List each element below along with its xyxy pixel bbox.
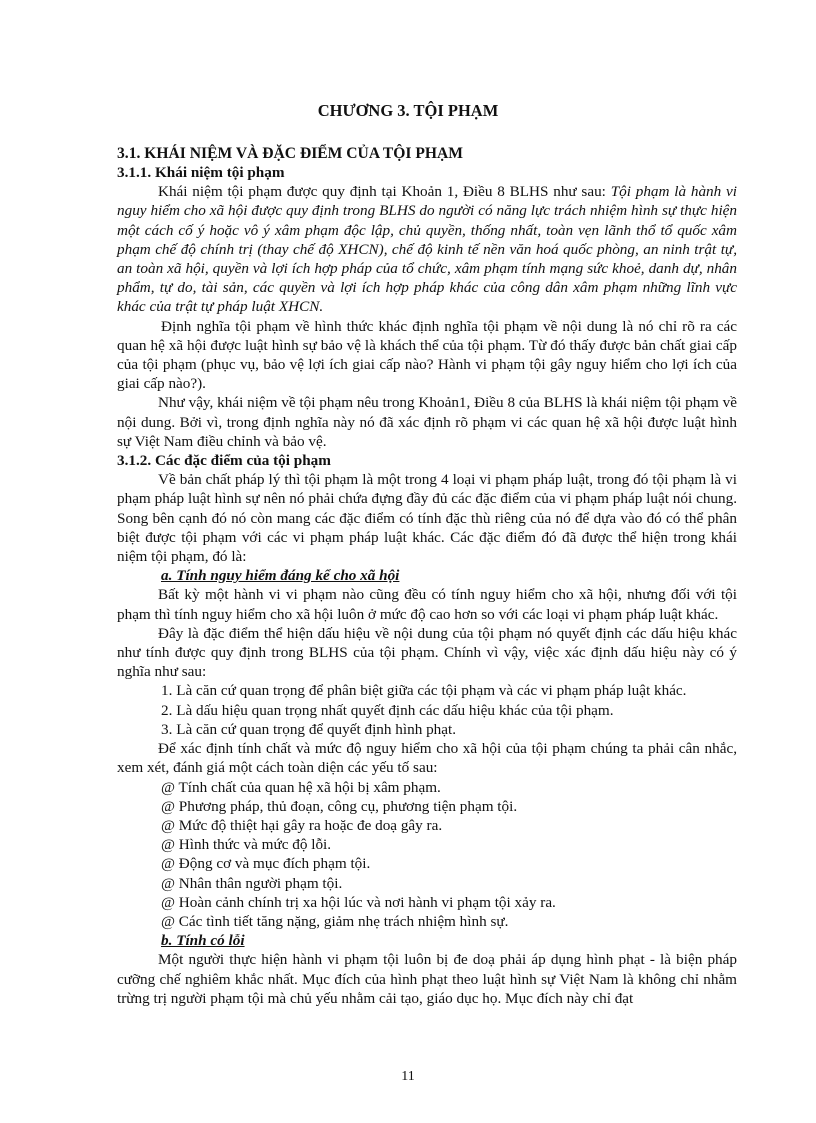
definition-text: Tội phạm là hành vi nguy hiểm cho xã hội được quy định trong BLHS do người có năng lực trách nhiệm hình sự thực hiện một cách cố ý hoặc vô ý xâm phạm độc lập, chủ quyền, thống nhất, toàn vẹn lãnh thổ tổ quốc xâm phạm chế độ chính trị (thay chế độ XHCN), chế độ kinh tế nền văn hoá quốc phòng, an ninh trật tự, an toàn xã hội, quyền và lợi ích hợp pháp của tổ chức, xâm phạm tính mạng sức khoẻ, danh dự, nhân phẩm, tự do, tài sản, các quyền và lợi ích hợp pháp khác của công dân xâm phạm những lĩnh vực khác của trật tự pháp luật XHCN. [117, 183, 737, 316]
heading-a-text: a. Tính nguy hiểm đáng kể cho xã hội [161, 567, 400, 585]
paragraph-2: Định nghĩa tội phạm về hình thức khác định nghĩa tội phạm về nội dung là nó chỉ rõ ra các quan hệ xã hội được luật hình sự bảo vệ là khách thể của tội phạm. Từ đó thấy được bản chất giai cấp của tội phạm (phục vụ, bảo vệ lợi ích giai cấp nào? Hành vi phạm tội gây nguy hiểm cho lợi ích của giai cấp nào?). [117, 317, 737, 393]
paragraph-7: Để xác định tính chất và mức độ nguy hiểm cho xã hội của tội phạm chúng ta phải cân nhắc, xem xét, đánh giá một cách toàn diện các yếu tố sau: [117, 740, 737, 777]
numbered-list [117, 681, 737, 739]
document-body [117, 163, 737, 1008]
heading-b [117, 931, 737, 950]
definition-lead: Khái niệm tội phạm được quy định tại Khoản 1, Điều 8 BLHS như sau: [158, 183, 611, 201]
paragraph-3: Như vậy, khái niệm về tội phạm nêu trong Khoản1, Điều 8 của BLHS là khái niệm tội phạm về nội dung. Bởi vì, trong định nghĩa này nó đã xác định rõ phạm vi các quan hệ xã hội được luật hình sự Việt Nam điều chỉnh và bảo vệ. [117, 394, 737, 450]
factor-item: @ Các tình tiết tăng nặng, giảm nhẹ trách nhiệm hình sự. [161, 912, 509, 930]
paragraph-4: Về bản chất pháp lý thì tội phạm là một trong 4 loại vi phạm pháp luật, trong đó tội phạm là vi phạm pháp luật hình sự nên nó phải chứa đựng đầy đủ các đặc điểm của vi phạm pháp luật nói chung. Song bên cạnh đó nó còn mang các đặc điểm có tính đặc thù riêng của nó để dựa vào đó có thể phân biệt được tội phạm với các vi phạm pháp luật khác. Các đặc điểm đó đã được thể hiện trong khái niệm tội phạm, đó là: [117, 471, 737, 566]
factor-list [117, 778, 737, 932]
page-number: 11 [401, 1069, 415, 1084]
numbered-item: 1. Là căn cứ quan trọng để phân biệt giữa các tội phạm và các vi phạm pháp luật khác. [161, 682, 687, 700]
paragraph-8: Một người thực hiện hành vi phạm tội luôn bị đe doạ phải áp dụng hình phạt - là biện pháp cưỡng chế nghiêm khắc nhất. Mục đích của hình phạt theo luật hình sự Việt Nam là không chỉ nhằm trừng trị người phạm tội mà chủ yếu nhằm cải tạo, giáo dục họ. Mục đích này chỉ đạt [117, 951, 737, 1007]
factor-item: @ Động cơ và mục đích phạm tội. [161, 855, 371, 873]
numbered-item: 2. Là dấu hiệu quan trọng nhất quyết định các dấu hiệu khác của tội phạm. [161, 701, 614, 719]
factor-item: @ Tính chất của quan hệ xã hội bị xâm phạm. [161, 778, 441, 796]
numbered-item: 3. Là căn cứ quan trọng để quyết định hình phạt. [161, 720, 457, 738]
paragraph-definition [117, 182, 737, 316]
factor-item: @ Nhân thân người phạm tội. [161, 874, 343, 892]
factor-item: @ Hình thức và mức độ lỗi. [161, 836, 332, 854]
heading-b-text: b. Tính có lỗi [161, 932, 245, 950]
paragraph-6: Đây là đặc điểm thể hiện dấu hiệu về nội dung của tội phạm nó quyết định các dấu hiệu khác như tính được quy định trong BLHS của tội phạm. Chính vì vậy, việc xác định dấu hiệu này có ý nghĩa như sau: [117, 624, 737, 681]
factor-item: @ Mức độ thiệt hại gây ra hoặc đe doạ gây ra. [161, 816, 443, 834]
factor-item: @ Phương pháp, thủ đoạn, công cụ, phương tiện phạm tội. [161, 797, 518, 815]
factor-item: @ Hoàn cảnh chính trị xa hội lúc và nơi hành vi phạm tội xảy ra. [161, 893, 556, 911]
chapter-title: CHƯƠNG 3. TỘI PHẠM [317, 101, 499, 120]
section-heading: 3.1. KHÁI NIỆM VÀ ĐẶC ĐIỂM CỦA TỘI PHẠM [117, 145, 463, 162]
heading-a [117, 566, 737, 585]
subsection-heading-3-1-2: 3.1.2. Các đặc điểm của tội phạm [117, 452, 331, 470]
paragraph-5: Bất kỳ một hành vi vi phạm nào cũng đều có tính nguy hiểm cho xã hội, nhưng đối với tội phạm thì tính nguy hiểm cho xã hội luôn ở mức độ cao hơn so với các loại vi phạm pháp luật khác. [117, 586, 737, 623]
subsection-heading-3-1-1: 3.1.1. Khái niệm tội phạm [117, 164, 285, 181]
